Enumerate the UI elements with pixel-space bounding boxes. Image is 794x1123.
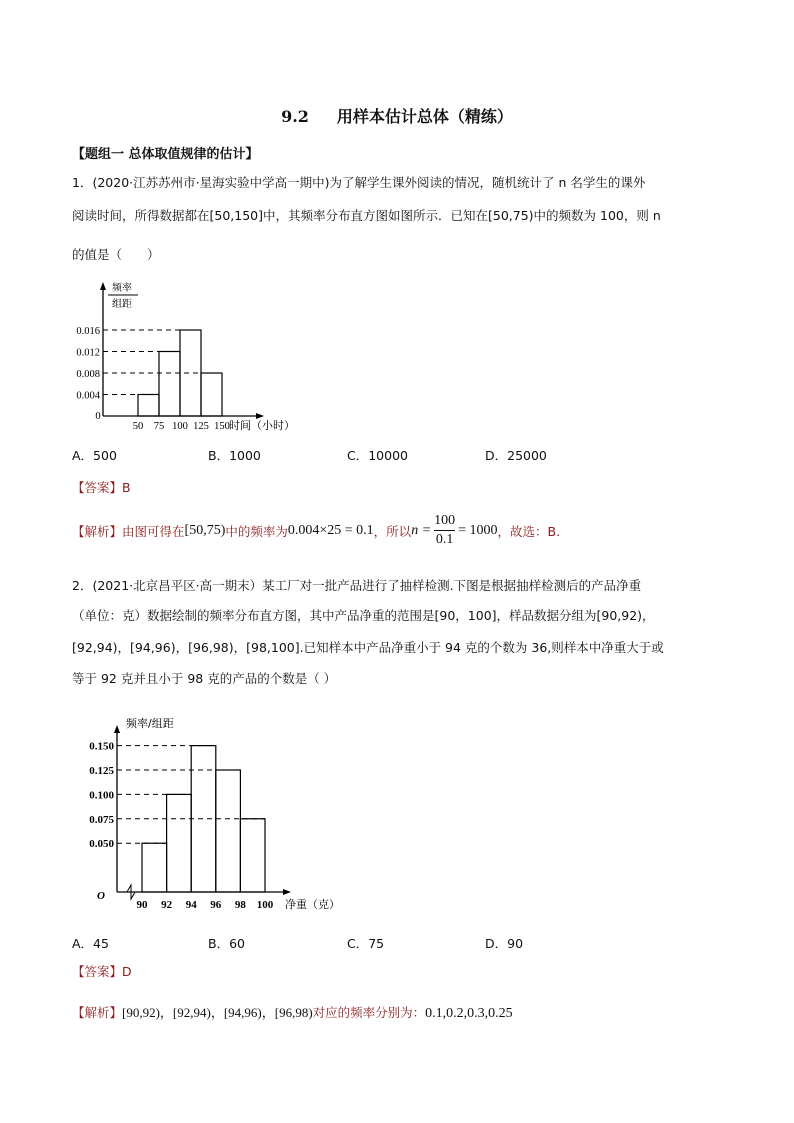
title-text: 用样本估计总体（精练） xyxy=(336,107,513,126)
analysis-interval: [50,75) xyxy=(184,522,226,538)
analysis-label: 【解析】 xyxy=(72,1005,123,1020)
answer-value: B xyxy=(122,480,131,495)
analysis-text: ，所以 xyxy=(373,523,412,539)
y-axis-label-numerator: 频率 xyxy=(112,283,132,294)
y-axis-arrow-icon xyxy=(114,725,120,733)
y-tick-label: 0.125 xyxy=(89,765,114,777)
q2-line-4: 等于 92 克并且小于 98 克的产品的个数是（ ） xyxy=(72,671,337,686)
analysis-calc: 0.004×25 = 0.1 xyxy=(287,522,374,538)
title-number: 9.2 xyxy=(281,107,309,126)
q2-option-a[interactable]: A．45 xyxy=(72,936,109,951)
histogram-bar xyxy=(240,819,265,892)
analysis-text: 由图可得在 xyxy=(122,523,185,539)
q2-option-c[interactable]: C．75 xyxy=(347,936,385,951)
analysis-text: 对应的频率分别为： xyxy=(312,1005,426,1020)
fraction-numerator: 100 xyxy=(434,513,456,528)
x-tick-label: 150 xyxy=(214,421,230,432)
histogram-bar xyxy=(138,395,159,417)
analysis-intervals: [90,92)，[92,94)，[94,96)，[96,98) xyxy=(122,1005,313,1020)
q1-answer xyxy=(72,478,131,496)
x-tick-label: 98 xyxy=(234,899,246,911)
x-axis-arrow-icon xyxy=(283,889,291,895)
y-tick-label: 0.100 xyxy=(89,789,114,802)
analysis-n: n = xyxy=(411,522,432,538)
analysis-values: 0.1,0.2,0.3,0.25 xyxy=(425,1006,513,1021)
q1-option-d[interactable]: D．25000 xyxy=(485,448,547,463)
analysis-conclusion: ，故选：B. xyxy=(497,523,561,539)
origin-label: 0 xyxy=(95,411,101,422)
q2-answer xyxy=(72,962,132,980)
x-tick-label: 100 xyxy=(256,899,274,911)
analysis-label: 【解析】 xyxy=(72,523,123,539)
x-tick-label: 125 xyxy=(193,421,209,432)
x-axis-label: 时间（小时） xyxy=(229,419,295,432)
q2-option-d[interactable]: D．90 xyxy=(485,936,524,951)
q1-analysis xyxy=(72,512,560,549)
x-tick-label: 50 xyxy=(132,421,144,432)
analysis-text: 中的频率为 xyxy=(225,523,288,539)
x-tick-label: 90 xyxy=(136,899,148,911)
q1-option-a[interactable]: A．500 xyxy=(72,448,117,463)
q2-line-2: （单位：克）数据绘制的频率分布直方图，其中产品净重的范围是[90，100]，样品数据分组为[90,92)， xyxy=(72,608,655,623)
y-axis-label: 频率/组距 xyxy=(126,717,174,730)
q2-option-b[interactable]: B．60 xyxy=(208,936,245,951)
x-tick-label: 92 xyxy=(161,899,173,911)
x-tick-label: 100 xyxy=(172,421,188,432)
analysis-fraction xyxy=(434,512,455,549)
answer-label: 【答案】 xyxy=(72,480,123,495)
analysis-result: = 1000 xyxy=(458,522,498,538)
fraction-denominator: 0.1 xyxy=(435,532,454,547)
y-tick-label: 0.004 xyxy=(76,390,100,402)
histogram-bar xyxy=(159,352,180,417)
y-tick-label: 0.050 xyxy=(89,838,114,851)
x-axis-label: 净重（克） xyxy=(285,898,340,911)
answer-label: 【答案】 xyxy=(72,964,123,979)
q1-option-b[interactable]: B．1000 xyxy=(208,448,261,463)
y-tick-label: 0.012 xyxy=(76,347,100,359)
histogram-bar xyxy=(167,794,192,892)
y-tick-label: 0.075 xyxy=(89,813,114,826)
y-tick-label: 0.150 xyxy=(89,740,114,753)
y-tick-label: 0.008 xyxy=(76,369,100,380)
q2-line-3: [92,94)，[94,96)，[96,98)，[98,100].已知样本中产品净重小于 94 克的个数为 36,则样本中净重大于或 xyxy=(72,640,664,655)
x-tick-label: 94 xyxy=(185,899,197,911)
x-tick-label: 96 xyxy=(210,899,222,911)
q1-line-3: 的值是（ ） xyxy=(72,247,160,262)
y-tick-label: 0.016 xyxy=(76,326,100,337)
section-heading: 【题组一 总体取值规律的估计】 xyxy=(72,147,259,162)
y-axis-arrow-icon xyxy=(100,282,106,290)
origin-label: O xyxy=(97,890,105,902)
q1-option-c[interactable]: C．10000 xyxy=(347,448,408,463)
histogram-bar xyxy=(191,746,216,892)
q2-analysis xyxy=(72,1002,513,1022)
q2-line-1: 2．(2021·北京昌平区·高一期末）某工厂对一批产品进行了抽样检测.下图是根据抽样检测后的产品净重 xyxy=(72,578,642,593)
y-axis-label-denominator: 组距 xyxy=(112,299,132,310)
q1-line-1: 1．(2020·江苏苏州市·星海实验中学高一期中)为了解学生课外阅读的情况，随机统计了 n 名学生的课外 xyxy=(72,175,646,190)
answer-value: D xyxy=(122,964,132,979)
x-tick-label: 75 xyxy=(153,421,165,432)
histogram-bar xyxy=(216,770,241,892)
q1-line-2: 阅读时间，所得数据都在[50,150]中，其频率分布直方图如图所示．已知在[50,75)中的频数为 100，则 n xyxy=(72,208,661,223)
histogram-bar xyxy=(201,373,222,416)
histogram-bar xyxy=(142,843,167,892)
